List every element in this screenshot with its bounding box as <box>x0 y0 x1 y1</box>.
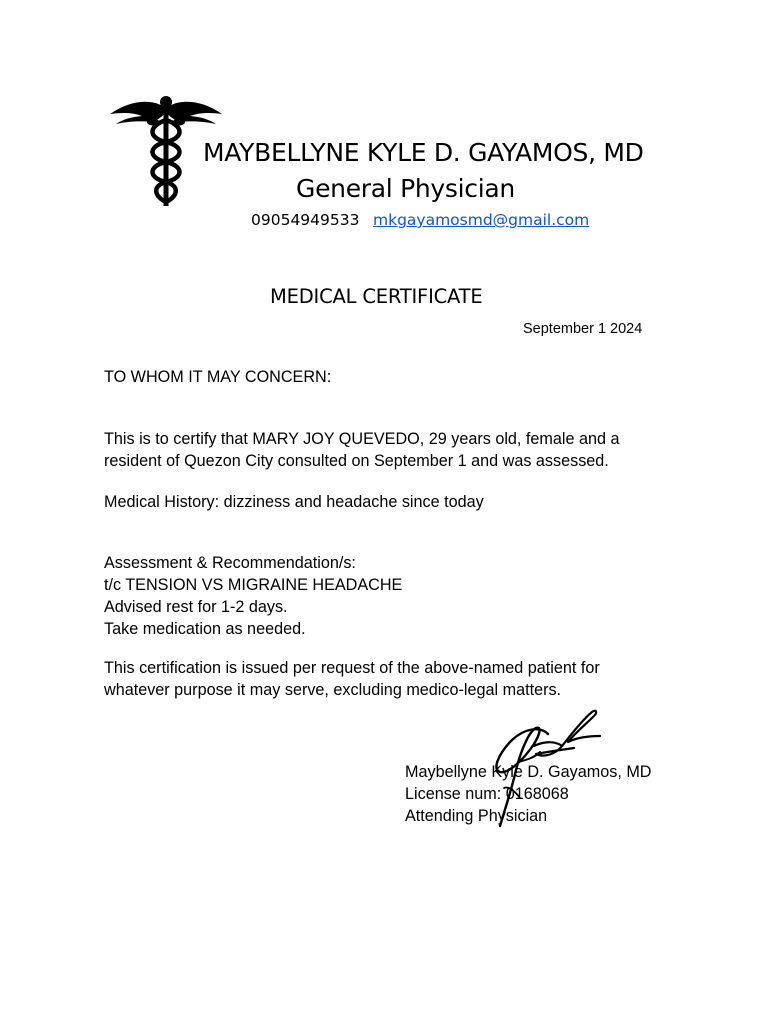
certification-line: resident of Quezon City consulted on September 1 and was assessed. <box>104 452 609 470</box>
doctor-title: General Physician <box>296 174 515 203</box>
assessment-section <box>104 552 402 640</box>
salutation: TO WHOM IT MAY CONCERN: <box>104 368 332 386</box>
handwritten-signature <box>470 706 605 831</box>
certification-line: This is to certify that MARY JOY QUEVEDO, 29 years old, female and a <box>104 430 620 448</box>
assessment-heading: Assessment & Recommendation/s: <box>104 554 356 572</box>
assessment-line: Take medication as needed. <box>104 620 306 638</box>
doctor-name: MAYBELLYNE KYLE D. GAYAMOS, MD <box>203 138 644 167</box>
phone-number: 09054949533 <box>251 211 360 229</box>
closing-line: This certification is issued per request of the above-named patient for <box>104 659 600 677</box>
certification-paragraph <box>104 428 620 472</box>
certificate-title: MEDICAL CERTIFICATE <box>270 285 483 308</box>
assessment-line: Advised rest for 1-2 days. <box>104 598 288 616</box>
closing-paragraph <box>104 657 600 701</box>
closing-line: whatever purpose it may serve, excluding medico-legal matters. <box>104 681 562 699</box>
physician-role: Attending Physician <box>405 807 548 825</box>
email-link[interactable]: mkgayamosmd@gmail.com <box>373 211 590 229</box>
physician-name: Maybellyne Kyle D. Gayamos, MD <box>405 763 652 781</box>
license-number: License num: 0168068 <box>405 785 569 803</box>
assessment-line: t/c TENSION VS MIGRAINE HEADACHE <box>104 576 403 594</box>
medical-history: Medical History: dizziness and headache since today <box>104 493 484 511</box>
certificate-date: September 1 2024 <box>523 321 643 337</box>
